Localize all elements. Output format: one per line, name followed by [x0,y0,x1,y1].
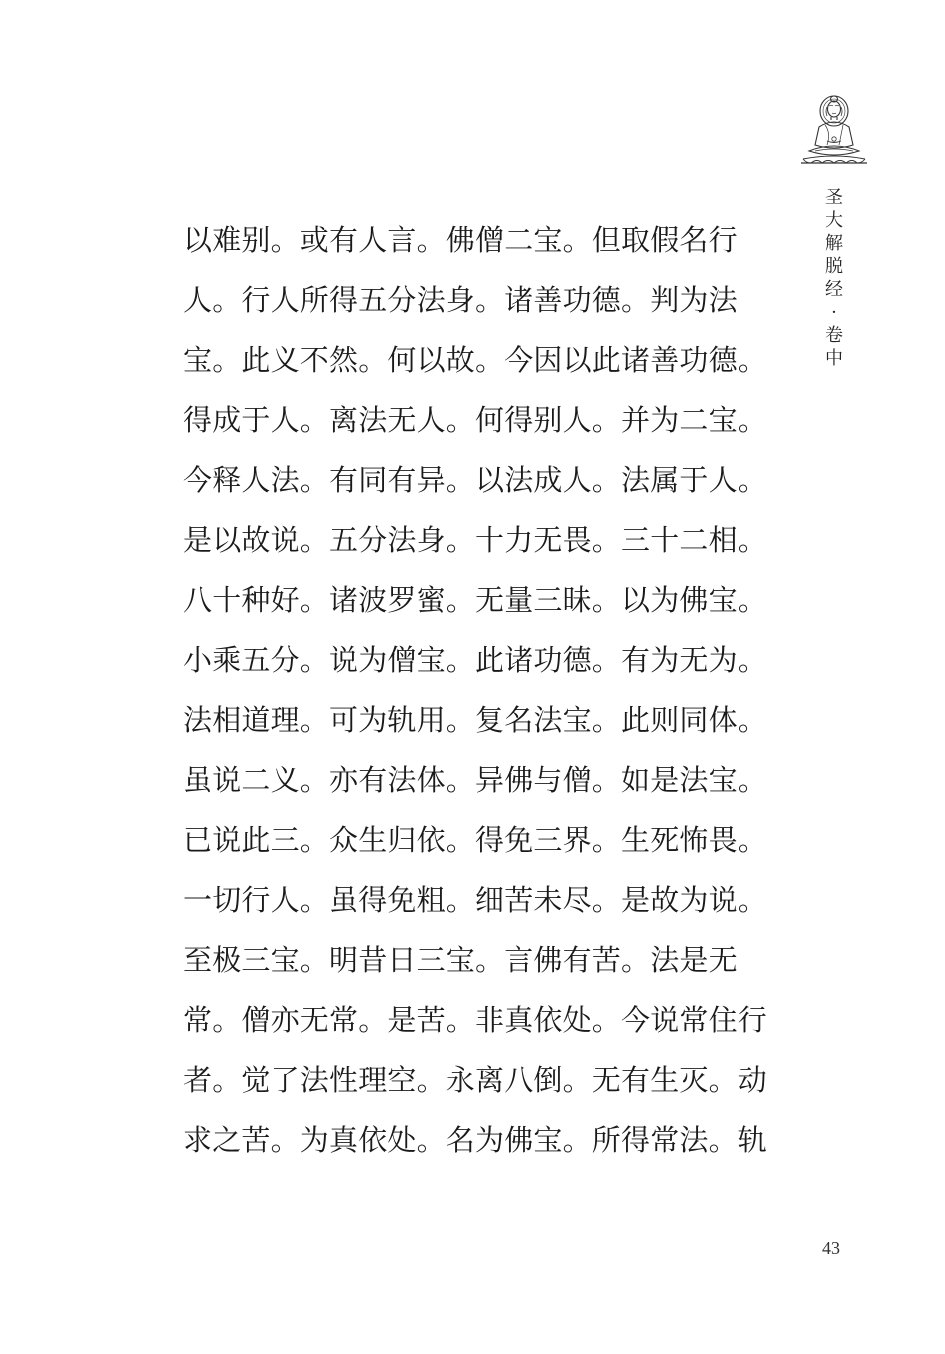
title-char: 解 [825,233,843,254]
text-line: 以难别。或有人言。佛僧二宝。但取假名行 [183,223,738,257]
text-line: 人。行人所得五分法身。诸善功德。判为法 [183,283,738,317]
text-line: 已说此三。众生归依。得免三界。生死怖畏。 [183,823,768,857]
text-line: 得成于人。离法无人。何得别人。并为二宝。 [183,403,768,437]
title-char: 经 [825,279,843,300]
title-char: 大 [825,210,843,231]
text-line: 求之苦。为真依处。名为佛宝。所得常法。轨 [183,1123,768,1157]
text-line: 一切行人。虽得免粗。细苦未尽。是故为说。 [183,883,768,917]
text-line: 八十种好。诸波罗蜜。无量三昧。以为佛宝。 [183,583,768,617]
text-line: 者。觉了法性理空。永离八倒。无有生灭。动 [183,1063,768,1097]
text-line: 宝。此义不然。何以故。今因以此诸善功德。 [183,343,768,377]
buddha-figure-icon [799,89,869,167]
text-line: 小乘五分。说为僧宝。此诸功德。有为无为。 [183,643,768,677]
title-char: · [831,302,837,323]
text-line: 至极三宝。明昔日三宝。言佛有苦。法是无 [183,943,738,977]
text-line: 法相道理。可为轨用。复名法宝。此则同体。 [183,703,768,737]
page-number: 43 [822,1238,840,1258]
text-line: 是以故说。五分法身。十力无畏。三十二相。 [183,523,768,557]
title-char: 圣 [825,187,843,208]
running-header-vertical-title [821,186,847,370]
title-char: 脱 [825,256,843,277]
text-line: 今释人法。有同有异。以法成人。法属于人。 [183,463,768,497]
text-line: 虽说二义。亦有法体。异佛与僧。如是法宝。 [183,763,768,797]
text-line: 常。僧亦无常。是苦。非真依处。今说常住行 [183,1003,768,1037]
title-char: 中 [825,348,843,369]
title-char: 卷 [825,325,843,346]
body-text [183,210,783,1170]
